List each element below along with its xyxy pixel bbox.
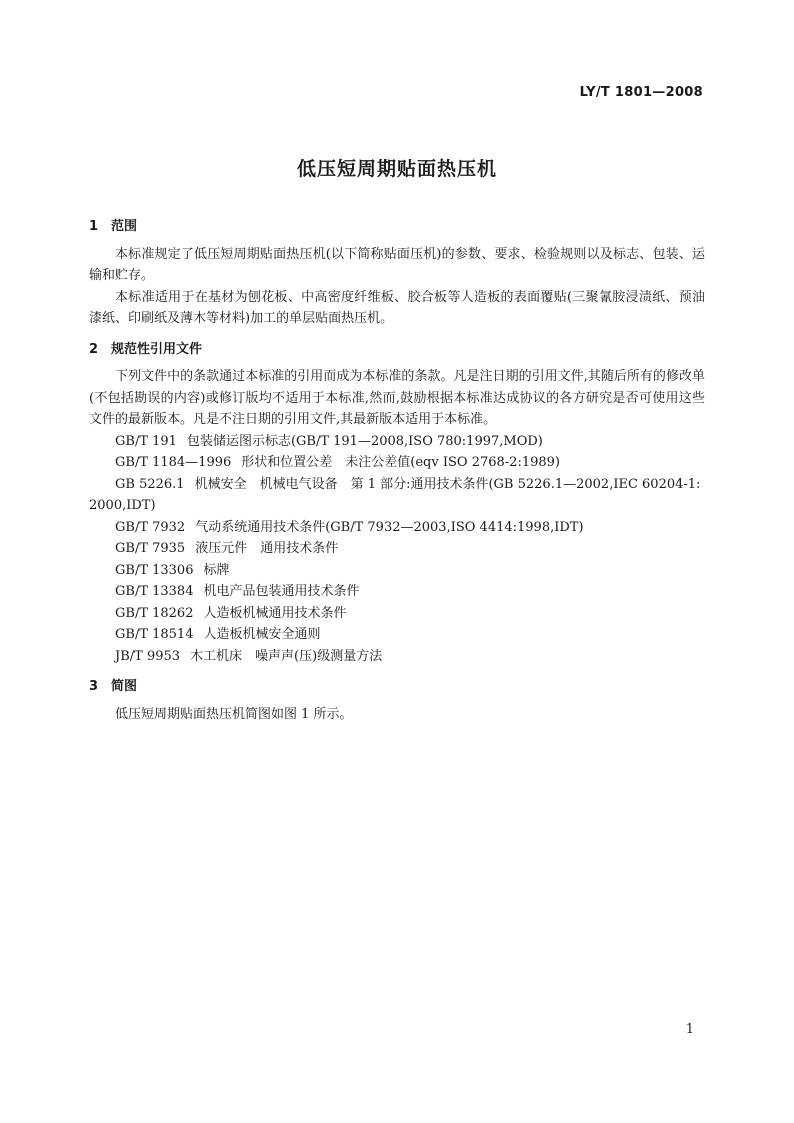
reference-title: 气动系统通用技术条件(GB/T 7932—2003,ISO 4414:1998,IDT): [195, 519, 584, 535]
reference-title: 液压元件 通用技术条件: [195, 541, 339, 556]
reference-code: GB/T 1184—1996: [115, 455, 232, 470]
section-title: 规范性引用文件: [111, 341, 203, 357]
section-number: 1: [89, 219, 99, 234]
paragraph: 低压短周期贴面热压机简图如图 1 所示。: [115, 706, 353, 722]
section-scope: [89, 216, 705, 330]
page-number: 1: [685, 1022, 694, 1037]
section-title: 范围: [111, 219, 138, 234]
section-title: 简图: [111, 679, 138, 694]
reference-code: GB/T 18514: [115, 627, 194, 642]
standard-code: LY/T 1801—2008: [579, 85, 703, 100]
section-heading: [89, 676, 705, 698]
reference-title: 人造板机械通用技术条件: [203, 605, 347, 621]
reference-list: [89, 431, 705, 668]
reference-code: GB/T 13306: [115, 562, 194, 578]
reference-item: [89, 517, 705, 539]
document-body: [89, 216, 705, 734]
section-heading: [89, 216, 705, 238]
section-number: 2: [89, 341, 99, 357]
reference-title: 机械安全 机械电气设备 第 1 部分:通用技术条件(GB 5226.1—2002,IEC 60204-1:2000,IDT): [89, 476, 701, 513]
section-diagram: [89, 676, 705, 725]
reference-item: [89, 538, 705, 560]
reference-item: [89, 452, 705, 474]
reference-item: [89, 603, 705, 625]
paragraph: 本标准规定了低压短周期贴面热压机(以下简称贴面压机)的参数、要求、检验规则以及标志、包装、运输和贮存。: [89, 246, 705, 283]
reference-code: GB/T 7935: [115, 541, 186, 556]
reference-item: [89, 431, 705, 453]
reference-item: [89, 646, 705, 668]
reference-item: [89, 474, 705, 517]
document-title: 低压短周期贴面热压机: [296, 158, 497, 180]
paragraph: 下列文件中的条款通过本标准的引用而成为本标准的条款。凡是注日期的引用文件,其随后所有的修改单(不包括勘误的内容)或修订版均不适用于本标准,然而,鼓励根据本标准达成协议的各方研究是否可使用这些文件的最新版本。凡是不注日期的引用文件,其最新版本适用于本标准。: [89, 369, 705, 427]
reference-code: GB/T 18262: [115, 605, 194, 621]
reference-code: JB/T 9953: [115, 648, 181, 664]
reference-code: GB/T 191: [115, 433, 177, 449]
paragraph: 本标准适用于在基材为刨花板、中高密度纤维板、胶合板等人造板的表面覆贴(三聚氰胺浸渍纸、预油漆纸、印刷纸及薄木等材料)加工的单层贴面热压机。: [89, 289, 705, 326]
reference-code: GB 5226.1: [115, 476, 185, 492]
reference-code: GB/T 13384: [115, 584, 194, 599]
reference-title: 标牌: [203, 562, 230, 578]
section-number: 3: [89, 679, 99, 694]
reference-code: GB/T 7932: [115, 519, 186, 535]
reference-item: [89, 560, 705, 582]
reference-item: [89, 624, 705, 646]
reference-title: 形状和位置公差 未注公差值(eqv ISO 2768-2:1989): [241, 455, 560, 470]
section-heading: [89, 339, 705, 361]
reference-title: 包装储运图示标志(GB/T 191—2008,ISO 780:1997,MOD): [186, 433, 543, 449]
reference-title: 机电产品包装通用技术条件: [203, 584, 360, 599]
reference-title: 木工机床 噪声声(压)级测量方法: [190, 648, 383, 664]
section-normative-references: [89, 339, 705, 668]
reference-title: 人造板机械安全通则: [203, 627, 321, 642]
reference-item: [89, 581, 705, 603]
